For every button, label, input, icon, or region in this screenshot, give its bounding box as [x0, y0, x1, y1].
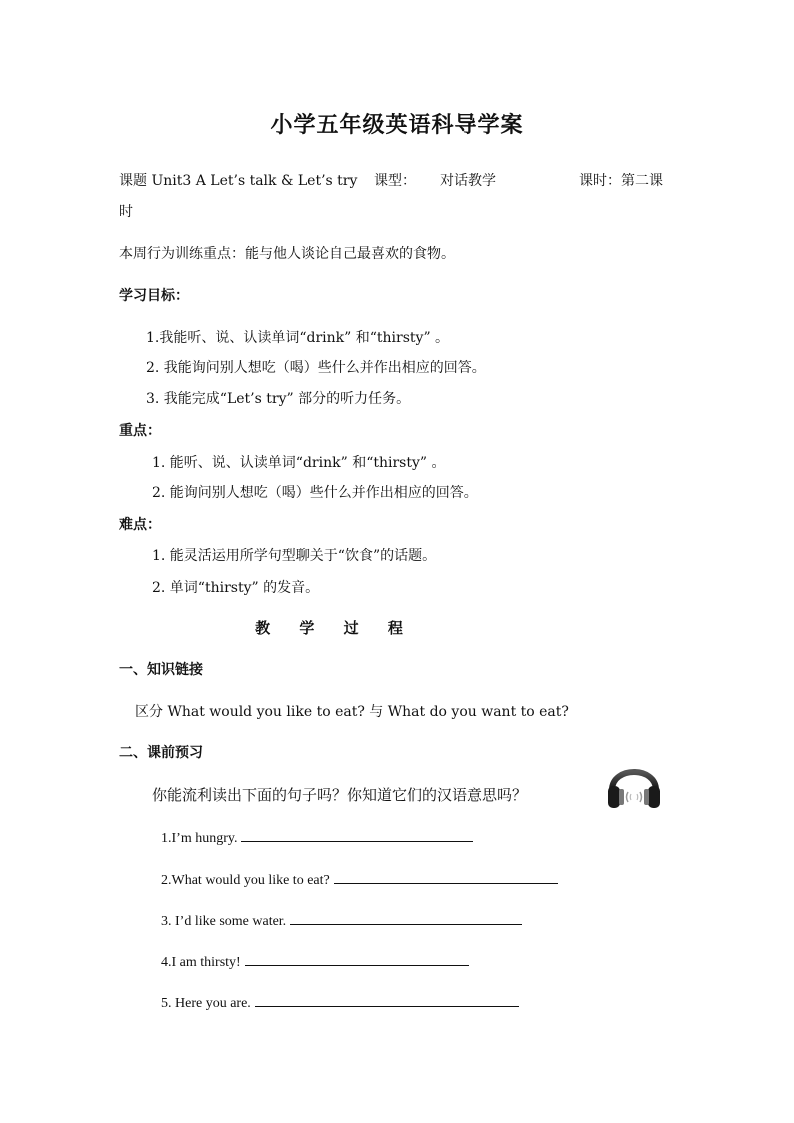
difficulty-item: 1. 能灵活运用所学句型聊关于“饮食”的话题。 [152, 548, 437, 564]
objective-item: 3. 我能完成“Let’s try” 部分的听力任务。 [146, 391, 411, 407]
difficulty-item: 2. 单词“thirsty” 的发音。 [152, 580, 320, 596]
preview-sentence [161, 992, 519, 1012]
answer-blank[interactable] [241, 827, 473, 842]
key-point-item: 1. 能听、说、认读单词“drink” 和“thirsty” 。 [152, 455, 446, 471]
objective-item: 1.我能听、说、认读单词“drink” 和“thirsty” 。 [146, 330, 450, 346]
lesson-period: 课时：第二课 [579, 173, 663, 189]
answer-blank[interactable] [334, 869, 558, 884]
key-points-heading: 重点： [119, 423, 161, 439]
preview-sentence [161, 869, 558, 889]
section2-heading: 二、课前预习 [119, 745, 203, 761]
process-title: 教 学 过 程 [255, 619, 415, 637]
page-title: 小学五年级英语科导学案 [270, 112, 524, 138]
sentence-text: 3. I’d like some water. [161, 914, 287, 929]
preview-sentence [161, 951, 469, 971]
lesson-topic: 课题 Unit3 A Let’s talk & Let’s try [119, 173, 358, 189]
answer-blank[interactable] [290, 910, 522, 925]
sentence-text: 2.What would you like to eat? [161, 873, 330, 888]
section1-body: 区分 What would you like to eat? 与 What do you want to eat? [135, 704, 569, 720]
lesson-period-continued: 时 [119, 204, 133, 220]
key-point-item: 2. 能询问别人想吃（喝）些什么并作出相应的回答。 [152, 485, 478, 501]
sentence-text: 5. Here you are. [161, 996, 251, 1011]
answer-blank[interactable] [245, 951, 469, 966]
lesson-type-value: 对话教学 [440, 173, 496, 189]
preview-sentence [161, 910, 522, 930]
sentence-text: 1.I’m hungry. [161, 831, 238, 846]
difficulties-heading: 难点： [119, 517, 161, 533]
sentence-text: 4.I am thirsty! [161, 955, 241, 970]
headphones-icon [604, 756, 664, 812]
answer-blank[interactable] [255, 992, 519, 1007]
weekly-focus: 本周行为训练重点：能与他人谈论自己最喜欢的食物。 [119, 246, 455, 262]
section2-prompt: 你能流利读出下面的句子吗？你知道它们的汉语意思吗？ [152, 786, 528, 804]
objective-item: 2. 我能询问别人想吃（喝）些什么并作出相应的回答。 [146, 360, 486, 376]
objectives-heading: 学习目标： [119, 288, 189, 304]
preview-sentence [161, 827, 473, 847]
lesson-type-label: 课型： [374, 173, 416, 189]
section1-heading: 一、知识链接 [119, 662, 203, 678]
